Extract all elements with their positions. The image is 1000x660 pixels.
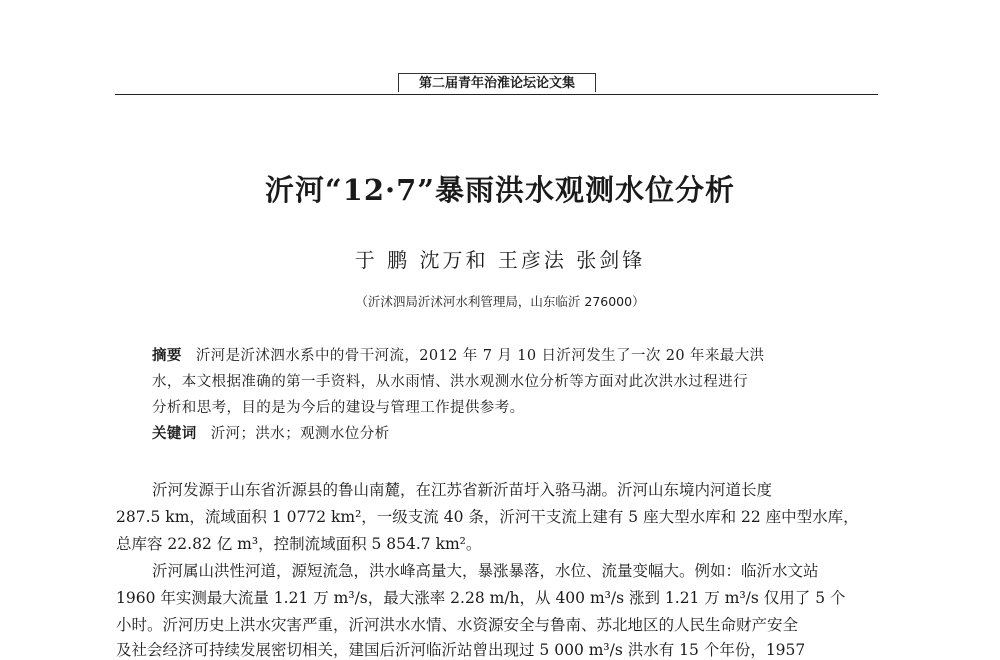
body-line: 287.5 km，流域面积 1 0772 km²，一级支流 40 条，沂河干支流上建有 5 座大型水库和 22 座中型水库， [116, 508, 859, 526]
abstract-line: 分析和思考，目的是为今后的建设与管理工作提供参考。 [152, 400, 525, 416]
keywords-text: 沂河；洪水；观测水位分析 [210, 426, 390, 442]
body-line: 沂河属山洪性河道，源短流急，洪水峰高量大，暴涨暴落，水位、流量变幅大。例如：临沂水文站 [152, 562, 819, 580]
body-line: 总库容 22.82 亿 m³，控制流域面积 5 854.7 km²。 [116, 535, 482, 553]
keywords-label: 关键词 [152, 426, 197, 442]
abstract-line [152, 344, 765, 365]
body-line: 1960 年实测最大流量 1.21 万 m³/s，最大涨率 2.28 m/h，从 400 m³/s 涨到 1.21 万 m³/s 仅用了 5 个 [116, 589, 846, 607]
body-line: 沂河发源于山东省沂源县的鲁山南麓，在江苏省新沂苗圩入骆马湖。沂河山东境内河道长度 [152, 481, 773, 499]
paper-authors: 于 鹏 沈万和 王彦法 张剑锋 [354, 248, 646, 272]
paper-title: 沂河“12·7”暴雨洪水观测水位分析 [265, 173, 735, 207]
body-line: 小时。沂河历史上洪水灾害严重，沂河洪水水情、水资源安全与鲁南、苏北地区的人民生命财产安全 [116, 616, 799, 634]
abstract-text: 沂河是沂沭泗水系中的骨干河流，2012 年 7 月 10 日沂河发生了一次 20 年来最大洪 [195, 348, 765, 364]
body-line: 及社会经济可持续发展密切相关，建国后沂河临沂站曾出现过 5 000 m³/s 洪水有 15 个年份，1957 [116, 641, 806, 659]
journal-label: 第二届青年治淮论坛论文集 [398, 73, 596, 92]
paper-affiliation: （沂沭泗局沂沭河水利管理局，山东临沂 276000） [355, 294, 645, 309]
abstract-label: 摘要 [152, 348, 182, 364]
keywords-line [152, 422, 390, 443]
header-divider [115, 94, 878, 95]
abstract-line: 水，本文根据准确的第一手资料，从水雨情、洪水观测水位分析等方面对此次洪水过程进行 [152, 374, 748, 390]
